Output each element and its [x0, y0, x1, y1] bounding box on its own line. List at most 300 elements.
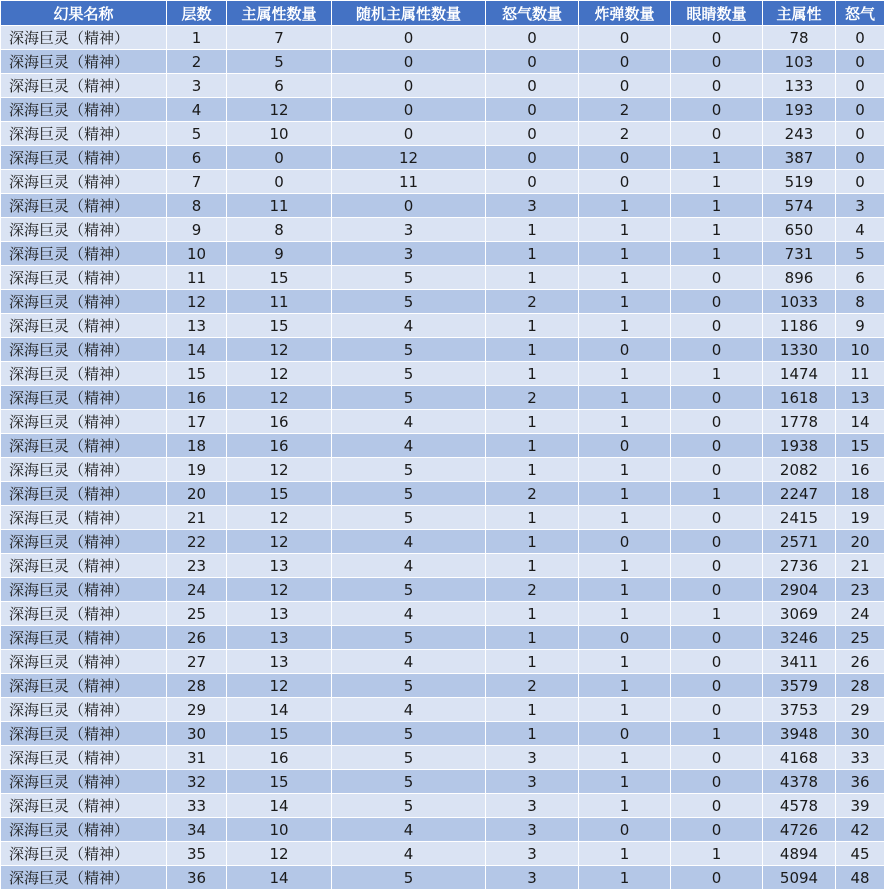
- rage-cell: 28: [836, 674, 884, 698]
- table-row: [1, 386, 884, 410]
- fruit-name-cell: 深海巨灵（精神）: [1, 410, 167, 434]
- table-row: [1, 410, 884, 434]
- main-attr-count-cell: 14: [227, 794, 332, 818]
- header-rage: 怒气: [836, 1, 884, 26]
- rage-count-cell: 1: [486, 266, 579, 290]
- layer-cell: 32: [167, 770, 227, 794]
- main-attr-cell: 4726: [763, 818, 836, 842]
- main-attr-cell: 3579: [763, 674, 836, 698]
- layer-cell: 34: [167, 818, 227, 842]
- random-main-attr-count-cell: 12: [332, 146, 486, 170]
- fruit-name-cell: 深海巨灵（精神）: [1, 626, 167, 650]
- bomb-count-cell: 1: [579, 554, 671, 578]
- main-attr-count-cell: 12: [227, 386, 332, 410]
- rage-cell: 14: [836, 410, 884, 434]
- main-attr-cell: 4578: [763, 794, 836, 818]
- bomb-count-cell: 1: [579, 698, 671, 722]
- rage-cell: 3: [836, 194, 884, 218]
- eye-count-cell: 0: [671, 338, 763, 362]
- table-row: [1, 74, 884, 98]
- main-attr-cell: 1186: [763, 314, 836, 338]
- main-attr-cell: 1330: [763, 338, 836, 362]
- main-attr-count-cell: 12: [227, 506, 332, 530]
- layer-cell: 18: [167, 434, 227, 458]
- main-attr-cell: 133: [763, 74, 836, 98]
- layer-cell: 27: [167, 650, 227, 674]
- table-row: [1, 674, 884, 698]
- rage-cell: 48: [836, 866, 884, 890]
- fruit-name-cell: 深海巨灵（精神）: [1, 266, 167, 290]
- layer-cell: 36: [167, 866, 227, 890]
- header-fruit-name: 幻果名称: [1, 1, 167, 26]
- layer-cell: 11: [167, 266, 227, 290]
- bomb-count-cell: 1: [579, 410, 671, 434]
- main-attr-cell: 2904: [763, 578, 836, 602]
- main-attr-count-cell: 16: [227, 434, 332, 458]
- rage-count-cell: 2: [486, 482, 579, 506]
- rage-cell: 0: [836, 74, 884, 98]
- bomb-count-cell: 1: [579, 674, 671, 698]
- fruit-name-cell: 深海巨灵（精神）: [1, 602, 167, 626]
- rage-cell: 36: [836, 770, 884, 794]
- rage-cell: 42: [836, 818, 884, 842]
- layer-cell: 6: [167, 146, 227, 170]
- eye-count-cell: 1: [671, 362, 763, 386]
- main-attr-cell: 3411: [763, 650, 836, 674]
- fruit-name-cell: 深海巨灵（精神）: [1, 218, 167, 242]
- fruit-name-cell: 深海巨灵（精神）: [1, 98, 167, 122]
- bomb-count-cell: 2: [579, 98, 671, 122]
- header-eye-count: 眼睛数量: [671, 1, 763, 26]
- main-attr-cell: 3948: [763, 722, 836, 746]
- eye-count-cell: 0: [671, 122, 763, 146]
- eye-count-cell: 0: [671, 794, 763, 818]
- main-attr-cell: 1033: [763, 290, 836, 314]
- rage-count-cell: 3: [486, 746, 579, 770]
- rage-cell: 26: [836, 650, 884, 674]
- rage-cell: 24: [836, 602, 884, 626]
- rage-cell: 11: [836, 362, 884, 386]
- eye-count-cell: 0: [671, 314, 763, 338]
- table-row: [1, 842, 884, 866]
- main-attr-cell: 1778: [763, 410, 836, 434]
- random-main-attr-count-cell: 5: [332, 290, 486, 314]
- bomb-count-cell: 1: [579, 506, 671, 530]
- random-main-attr-count-cell: 4: [332, 314, 486, 338]
- layer-cell: 15: [167, 362, 227, 386]
- table-row: [1, 338, 884, 362]
- fruit-name-cell: 深海巨灵（精神）: [1, 794, 167, 818]
- main-attr-count-cell: 0: [227, 170, 332, 194]
- layer-cell: 10: [167, 242, 227, 266]
- main-attr-cell: 896: [763, 266, 836, 290]
- main-attr-cell: 731: [763, 242, 836, 266]
- fruit-name-cell: 深海巨灵（精神）: [1, 650, 167, 674]
- bomb-count-cell: 1: [579, 770, 671, 794]
- main-attr-count-cell: 12: [227, 458, 332, 482]
- rage-count-cell: 3: [486, 194, 579, 218]
- random-main-attr-count-cell: 5: [332, 722, 486, 746]
- rage-cell: 20: [836, 530, 884, 554]
- random-main-attr-count-cell: 5: [332, 746, 486, 770]
- eye-count-cell: 0: [671, 50, 763, 74]
- main-attr-cell: 574: [763, 194, 836, 218]
- random-main-attr-count-cell: 4: [332, 602, 486, 626]
- random-main-attr-count-cell: 0: [332, 50, 486, 74]
- eye-count-cell: 1: [671, 146, 763, 170]
- fruit-name-cell: 深海巨灵（精神）: [1, 842, 167, 866]
- main-attr-cell: 243: [763, 122, 836, 146]
- main-attr-cell: 103: [763, 50, 836, 74]
- layer-cell: 7: [167, 170, 227, 194]
- layer-cell: 17: [167, 410, 227, 434]
- table-row: [1, 818, 884, 842]
- random-main-attr-count-cell: 0: [332, 26, 486, 50]
- bomb-count-cell: 0: [579, 530, 671, 554]
- eye-count-cell: 0: [671, 626, 763, 650]
- rage-cell: 25: [836, 626, 884, 650]
- rage-cell: 21: [836, 554, 884, 578]
- layer-cell: 23: [167, 554, 227, 578]
- random-main-attr-count-cell: 5: [332, 338, 486, 362]
- table-row: [1, 578, 884, 602]
- main-attr-count-cell: 12: [227, 674, 332, 698]
- fruit-name-cell: 深海巨灵（精神）: [1, 74, 167, 98]
- bomb-count-cell: 1: [579, 602, 671, 626]
- rage-count-cell: 1: [486, 218, 579, 242]
- header-rage-count: 怒气数量: [486, 1, 579, 26]
- layer-cell: 24: [167, 578, 227, 602]
- layer-cell: 2: [167, 50, 227, 74]
- eye-count-cell: 0: [671, 530, 763, 554]
- fruit-name-cell: 深海巨灵（精神）: [1, 506, 167, 530]
- rage-cell: 0: [836, 26, 884, 50]
- fruit-name-cell: 深海巨灵（精神）: [1, 866, 167, 890]
- fruit-name-cell: 深海巨灵（精神）: [1, 386, 167, 410]
- rage-cell: 39: [836, 794, 884, 818]
- fruit-name-cell: 深海巨灵（精神）: [1, 338, 167, 362]
- main-attr-count-cell: 12: [227, 362, 332, 386]
- fruit-name-cell: 深海巨灵（精神）: [1, 818, 167, 842]
- rage-count-cell: 1: [486, 698, 579, 722]
- random-main-attr-count-cell: 0: [332, 98, 486, 122]
- main-attr-count-cell: 5: [227, 50, 332, 74]
- main-attr-cell: 3069: [763, 602, 836, 626]
- main-attr-count-cell: 14: [227, 698, 332, 722]
- rage-count-cell: 1: [486, 458, 579, 482]
- eye-count-cell: 0: [671, 866, 763, 890]
- eye-count-cell: 0: [671, 290, 763, 314]
- main-attr-cell: 2571: [763, 530, 836, 554]
- main-attr-count-cell: 9: [227, 242, 332, 266]
- fruit-name-cell: 深海巨灵（精神）: [1, 50, 167, 74]
- main-attr-cell: 4894: [763, 842, 836, 866]
- layer-cell: 29: [167, 698, 227, 722]
- rage-count-cell: 3: [486, 842, 579, 866]
- eye-count-cell: 0: [671, 554, 763, 578]
- eye-count-cell: 0: [671, 410, 763, 434]
- rage-count-cell: 1: [486, 722, 579, 746]
- eye-count-cell: 0: [671, 386, 763, 410]
- bomb-count-cell: 1: [579, 482, 671, 506]
- rage-count-cell: 3: [486, 770, 579, 794]
- rage-cell: 19: [836, 506, 884, 530]
- rage-count-cell: 2: [486, 674, 579, 698]
- bomb-count-cell: 1: [579, 746, 671, 770]
- main-attr-count-cell: 15: [227, 770, 332, 794]
- table-row: [1, 122, 884, 146]
- layer-cell: 35: [167, 842, 227, 866]
- table-row: [1, 266, 884, 290]
- layer-cell: 33: [167, 794, 227, 818]
- bomb-count-cell: 1: [579, 194, 671, 218]
- eye-count-cell: 1: [671, 482, 763, 506]
- layer-cell: 9: [167, 218, 227, 242]
- rage-cell: 6: [836, 266, 884, 290]
- bomb-count-cell: 1: [579, 266, 671, 290]
- layer-cell: 5: [167, 122, 227, 146]
- main-attr-count-cell: 12: [227, 842, 332, 866]
- bomb-count-cell: 1: [579, 458, 671, 482]
- rage-cell: 0: [836, 98, 884, 122]
- random-main-attr-count-cell: 0: [332, 122, 486, 146]
- bomb-count-cell: 2: [579, 122, 671, 146]
- main-attr-count-cell: 13: [227, 650, 332, 674]
- table-row: [1, 26, 884, 50]
- header-main-attr: 主属性: [763, 1, 836, 26]
- eye-count-cell: 0: [671, 578, 763, 602]
- bomb-count-cell: 0: [579, 818, 671, 842]
- main-attr-cell: 193: [763, 98, 836, 122]
- main-attr-cell: 387: [763, 146, 836, 170]
- main-attr-count-cell: 15: [227, 482, 332, 506]
- rage-cell: 15: [836, 434, 884, 458]
- bomb-count-cell: 0: [579, 170, 671, 194]
- eye-count-cell: 0: [671, 770, 763, 794]
- fruit-name-cell: 深海巨灵（精神）: [1, 122, 167, 146]
- table-row: [1, 50, 884, 74]
- random-main-attr-count-cell: 4: [332, 818, 486, 842]
- main-attr-count-cell: 15: [227, 722, 332, 746]
- bomb-count-cell: 0: [579, 74, 671, 98]
- rage-cell: 9: [836, 314, 884, 338]
- eye-count-cell: 0: [671, 674, 763, 698]
- rage-count-cell: 0: [486, 74, 579, 98]
- rage-cell: 13: [836, 386, 884, 410]
- fruit-name-cell: 深海巨灵（精神）: [1, 482, 167, 506]
- bomb-count-cell: 0: [579, 626, 671, 650]
- rage-count-cell: 1: [486, 626, 579, 650]
- layer-cell: 4: [167, 98, 227, 122]
- fruit-name-cell: 深海巨灵（精神）: [1, 290, 167, 314]
- table-row: [1, 194, 884, 218]
- eye-count-cell: 1: [671, 170, 763, 194]
- layer-cell: 21: [167, 506, 227, 530]
- random-main-attr-count-cell: 5: [332, 578, 486, 602]
- table-row: [1, 770, 884, 794]
- layer-cell: 20: [167, 482, 227, 506]
- main-attr-cell: 3753: [763, 698, 836, 722]
- rage-cell: 16: [836, 458, 884, 482]
- table-row: [1, 170, 884, 194]
- table-row: [1, 554, 884, 578]
- rage-cell: 0: [836, 170, 884, 194]
- table-row: [1, 794, 884, 818]
- fruit-name-cell: 深海巨灵（精神）: [1, 314, 167, 338]
- bomb-count-cell: 1: [579, 794, 671, 818]
- fruit-name-cell: 深海巨灵（精神）: [1, 770, 167, 794]
- layer-cell: 30: [167, 722, 227, 746]
- table-row: [1, 434, 884, 458]
- rage-cell: 10: [836, 338, 884, 362]
- fruit-name-cell: 深海巨灵（精神）: [1, 530, 167, 554]
- eye-count-cell: 1: [671, 218, 763, 242]
- bomb-count-cell: 0: [579, 338, 671, 362]
- random-main-attr-count-cell: 5: [332, 266, 486, 290]
- layer-cell: 31: [167, 746, 227, 770]
- main-attr-count-cell: 10: [227, 122, 332, 146]
- rage-cell: 29: [836, 698, 884, 722]
- eye-count-cell: 0: [671, 746, 763, 770]
- header-bomb-count: 炸弹数量: [579, 1, 671, 26]
- rage-count-cell: 0: [486, 146, 579, 170]
- fruit-name-cell: 深海巨灵（精神）: [1, 434, 167, 458]
- table-row: [1, 698, 884, 722]
- bomb-count-cell: 1: [579, 218, 671, 242]
- eye-count-cell: 0: [671, 458, 763, 482]
- rage-count-cell: 1: [486, 410, 579, 434]
- table-row: [1, 626, 884, 650]
- fruit-name-cell: 深海巨灵（精神）: [1, 674, 167, 698]
- rage-count-cell: 1: [486, 434, 579, 458]
- header-random-main-attr-count: 随机主属性数量: [332, 1, 486, 26]
- rage-cell: 4: [836, 218, 884, 242]
- random-main-attr-count-cell: 4: [332, 530, 486, 554]
- main-attr-cell: 2415: [763, 506, 836, 530]
- main-attr-cell: 650: [763, 218, 836, 242]
- layer-cell: 25: [167, 602, 227, 626]
- table-row: [1, 530, 884, 554]
- rage-count-cell: 0: [486, 170, 579, 194]
- bomb-count-cell: 0: [579, 434, 671, 458]
- rage-count-cell: 1: [486, 554, 579, 578]
- main-attr-cell: 2082: [763, 458, 836, 482]
- random-main-attr-count-cell: 4: [332, 434, 486, 458]
- main-attr-cell: 3246: [763, 626, 836, 650]
- random-main-attr-count-cell: 4: [332, 698, 486, 722]
- table-row: [1, 362, 884, 386]
- main-attr-cell: 1938: [763, 434, 836, 458]
- header-layer: 层数: [167, 1, 227, 26]
- table-row: [1, 746, 884, 770]
- eye-count-cell: 0: [671, 698, 763, 722]
- main-attr-cell: 2247: [763, 482, 836, 506]
- random-main-attr-count-cell: 5: [332, 506, 486, 530]
- bomb-count-cell: 0: [579, 50, 671, 74]
- table-row: [1, 314, 884, 338]
- main-attr-count-cell: 0: [227, 146, 332, 170]
- bomb-count-cell: 1: [579, 842, 671, 866]
- main-attr-count-cell: 13: [227, 602, 332, 626]
- rage-count-cell: 0: [486, 50, 579, 74]
- main-attr-count-cell: 10: [227, 818, 332, 842]
- main-attr-count-cell: 15: [227, 266, 332, 290]
- rage-cell: 8: [836, 290, 884, 314]
- fruit-name-cell: 深海巨灵（精神）: [1, 146, 167, 170]
- main-attr-count-cell: 16: [227, 746, 332, 770]
- layer-cell: 3: [167, 74, 227, 98]
- bomb-count-cell: 1: [579, 866, 671, 890]
- fruit-name-cell: 深海巨灵（精神）: [1, 578, 167, 602]
- table-row: [1, 722, 884, 746]
- main-attr-count-cell: 12: [227, 98, 332, 122]
- eye-count-cell: 0: [671, 818, 763, 842]
- layer-cell: 16: [167, 386, 227, 410]
- random-main-attr-count-cell: 4: [332, 554, 486, 578]
- eye-count-cell: 0: [671, 506, 763, 530]
- eye-count-cell: 1: [671, 842, 763, 866]
- main-attr-cell: 4168: [763, 746, 836, 770]
- rage-count-cell: 1: [486, 506, 579, 530]
- bomb-count-cell: 1: [579, 362, 671, 386]
- fruit-name-cell: 深海巨灵（精神）: [1, 458, 167, 482]
- main-attr-count-cell: 12: [227, 578, 332, 602]
- rage-count-cell: 1: [486, 650, 579, 674]
- rage-count-cell: 1: [486, 530, 579, 554]
- random-main-attr-count-cell: 5: [332, 794, 486, 818]
- random-main-attr-count-cell: 5: [332, 626, 486, 650]
- rage-count-cell: 1: [486, 602, 579, 626]
- main-attr-count-cell: 12: [227, 530, 332, 554]
- eye-count-cell: 0: [671, 650, 763, 674]
- main-attr-count-cell: 13: [227, 554, 332, 578]
- rage-count-cell: 3: [486, 866, 579, 890]
- random-main-attr-count-cell: 3: [332, 218, 486, 242]
- random-main-attr-count-cell: 4: [332, 842, 486, 866]
- layer-cell: 1: [167, 26, 227, 50]
- random-main-attr-count-cell: 5: [332, 674, 486, 698]
- random-main-attr-count-cell: 4: [332, 410, 486, 434]
- main-attr-cell: 2736: [763, 554, 836, 578]
- rage-count-cell: 0: [486, 26, 579, 50]
- random-main-attr-count-cell: 5: [332, 362, 486, 386]
- layer-cell: 12: [167, 290, 227, 314]
- eye-count-cell: 1: [671, 242, 763, 266]
- rage-count-cell: 2: [486, 386, 579, 410]
- table-row: [1, 146, 884, 170]
- main-attr-cell: 519: [763, 170, 836, 194]
- table-row: [1, 98, 884, 122]
- bomb-count-cell: 0: [579, 146, 671, 170]
- rage-cell: 30: [836, 722, 884, 746]
- main-attr-count-cell: 14: [227, 866, 332, 890]
- rage-count-cell: 2: [486, 578, 579, 602]
- table-row: [1, 650, 884, 674]
- random-main-attr-count-cell: 3: [332, 242, 486, 266]
- rage-cell: 0: [836, 146, 884, 170]
- random-main-attr-count-cell: 5: [332, 866, 486, 890]
- rage-count-cell: 1: [486, 338, 579, 362]
- table-row: [1, 458, 884, 482]
- random-main-attr-count-cell: 0: [332, 74, 486, 98]
- rage-cell: 5: [836, 242, 884, 266]
- main-attr-count-cell: 16: [227, 410, 332, 434]
- fruit-name-cell: 深海巨灵（精神）: [1, 242, 167, 266]
- table-row: [1, 218, 884, 242]
- eye-count-cell: 0: [671, 434, 763, 458]
- rage-count-cell: 1: [486, 314, 579, 338]
- rage-count-cell: 0: [486, 98, 579, 122]
